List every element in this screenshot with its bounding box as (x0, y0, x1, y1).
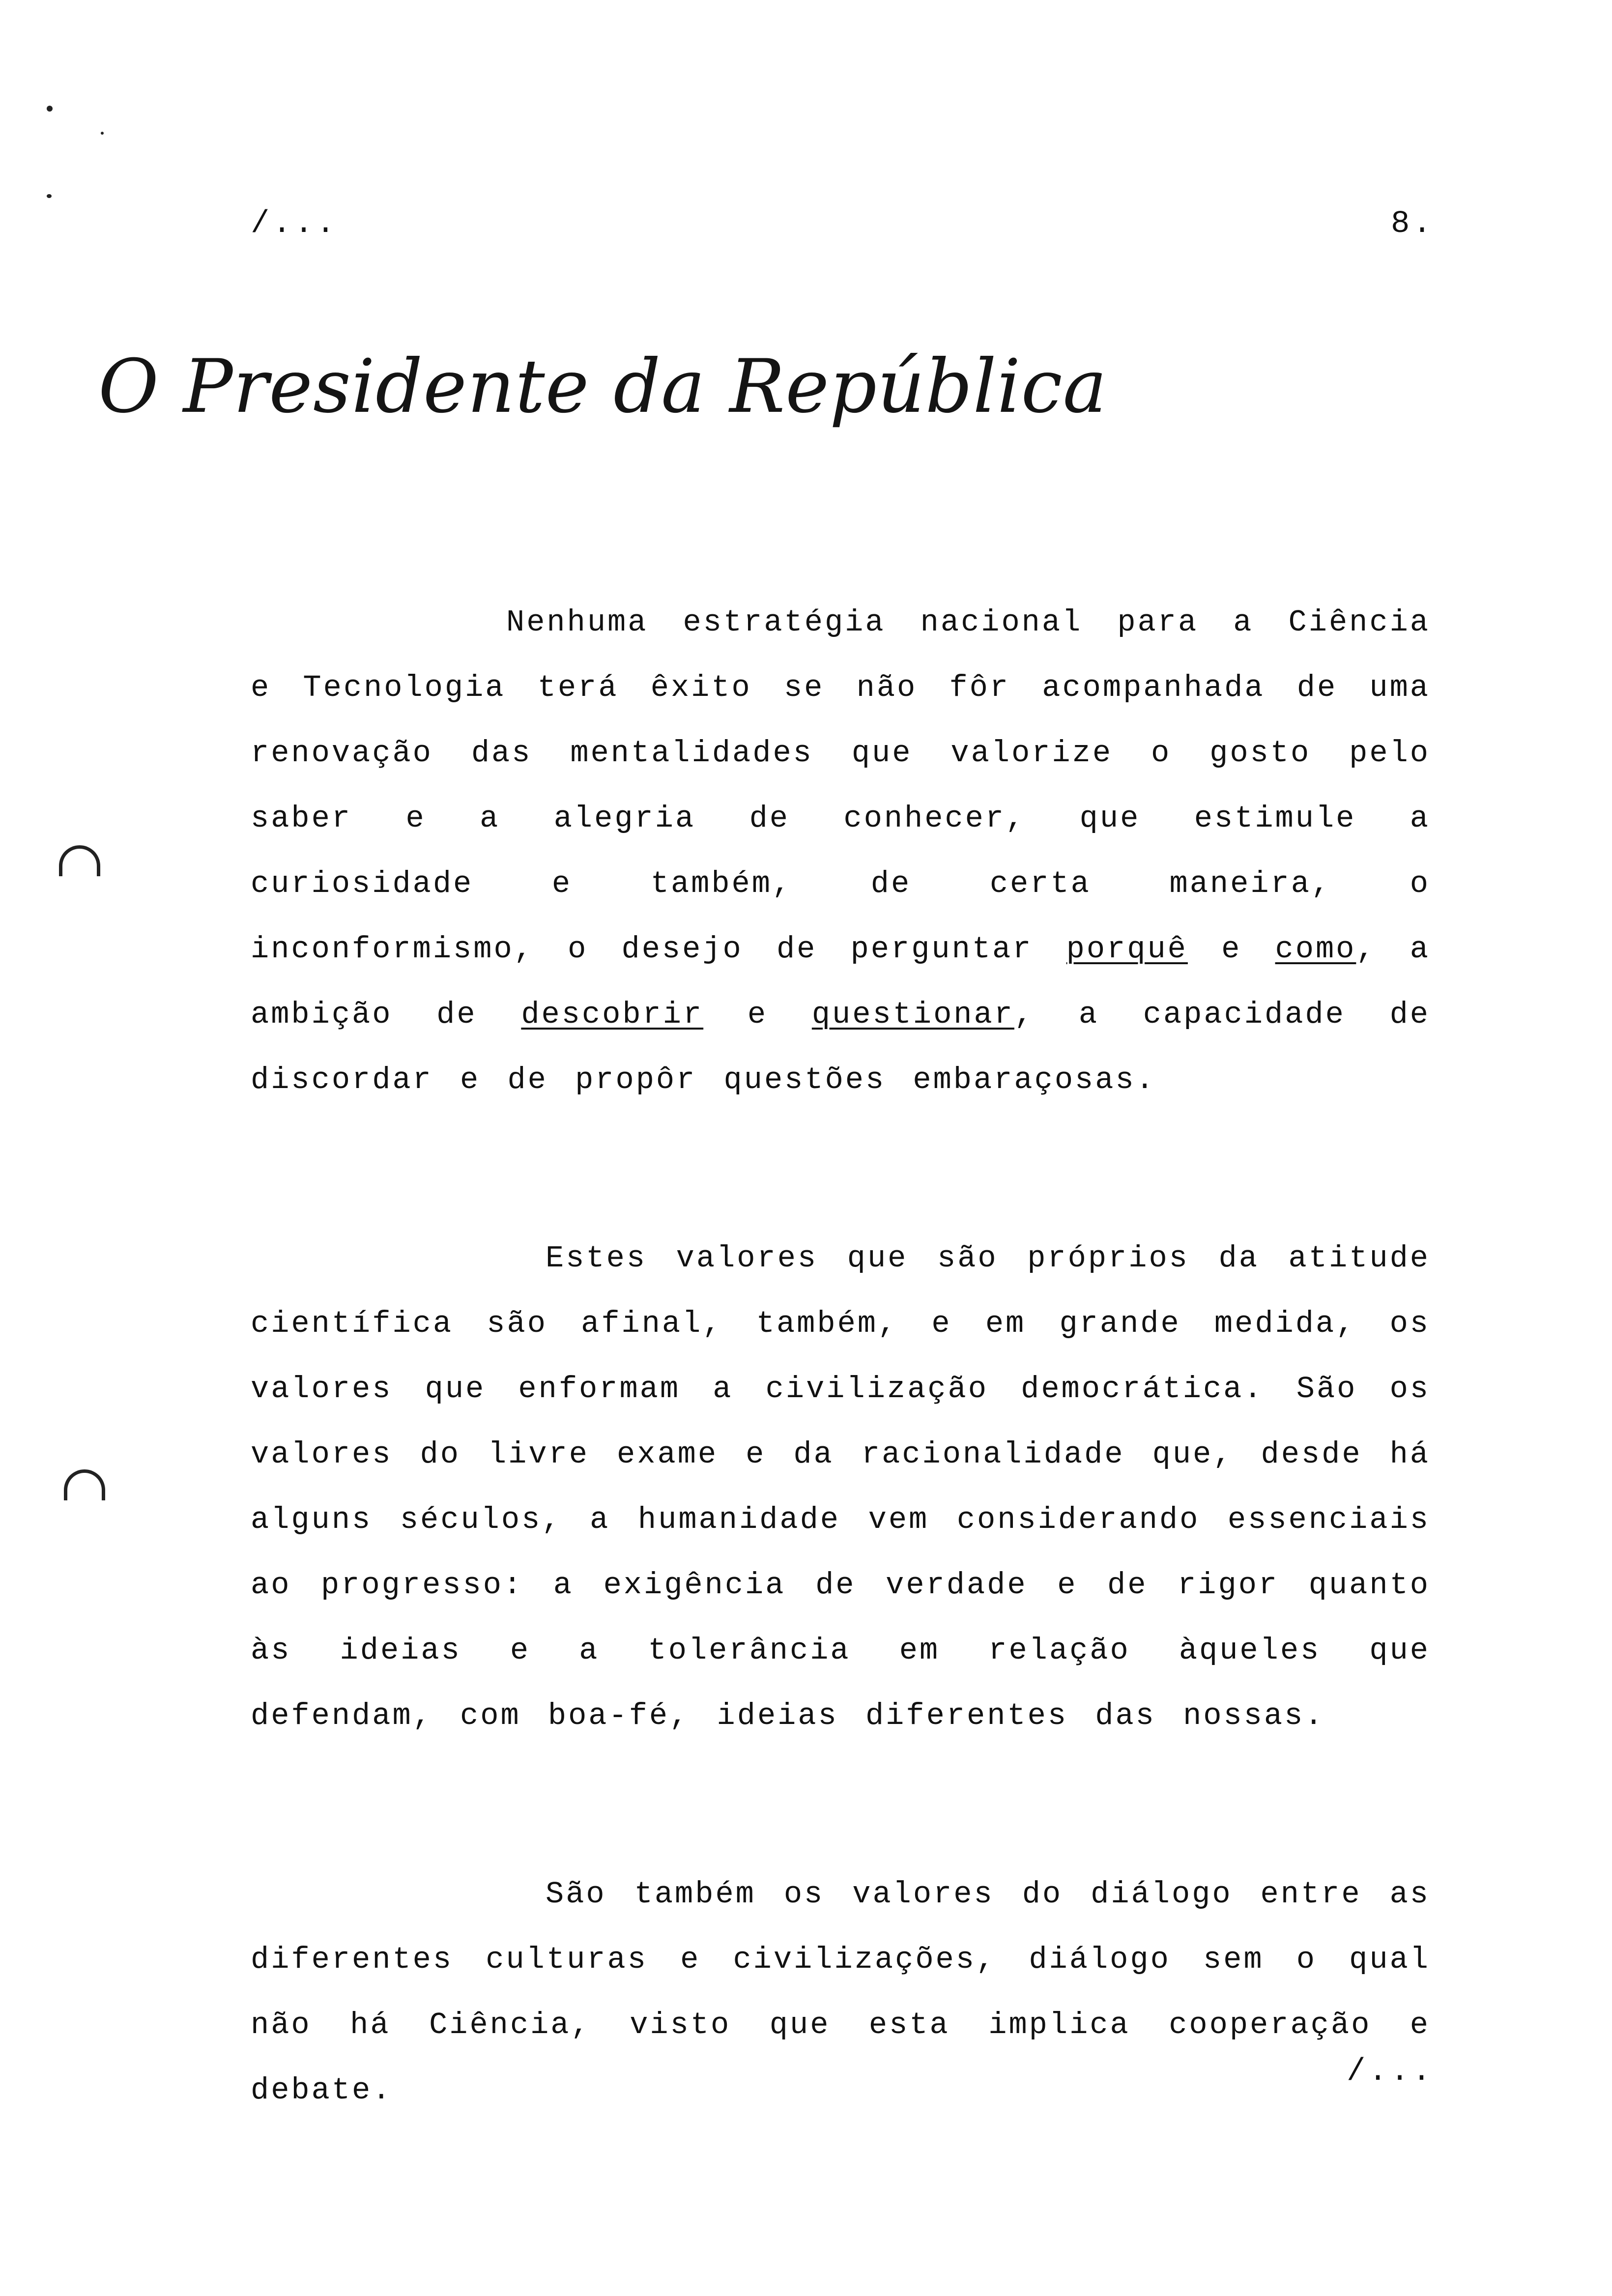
continuation-marker-bottom: /... (1347, 2054, 1434, 2090)
margin-dot (47, 106, 53, 112)
margin-dot (101, 132, 104, 135)
underlined-word: porquê (1066, 932, 1188, 967)
paragraph-text: Nenhuma estratégia nacional para a Ciência e Tecnologia terá êxito se não fôr acompanhada de uma renovação das mentalidades que valorize o gosto pelo saber e a alegria de conhecer, que estimule a curiosidade e também, de certa maneira, o inconformismo, o desejo de perguntar (251, 605, 1430, 967)
underlined-word: descobrir (521, 997, 704, 1032)
continuation-marker-top: /... (251, 206, 338, 242)
letter-body (251, 590, 1430, 2123)
page-number: 8. (1391, 206, 1435, 242)
punch-hole-mark (59, 845, 100, 876)
paragraph-text: São também os valores do diálogo entre as diferentes culturas e civilizações, diálogo sem o qual não há Ciência, visto que esta implica cooperação e debate. (251, 1877, 1430, 2108)
letterhead-title: O Presidente da República (98, 344, 1108, 430)
punch-hole-mark (64, 1469, 105, 1500)
paragraph-text: e (1187, 932, 1275, 967)
paragraph-text: , a ambição de (251, 932, 1430, 1032)
paragraph-text: e (703, 997, 812, 1032)
paragraph-text: , a capacidade de discordar e de propôr questões embaraçosas. (251, 997, 1430, 1097)
paragraph-text: Estes valores que são próprios da atitude científica são afinal, também, e em grande medida, os valores que enformam a civilização democrática. São os valores do livre exame e da racionalidade que, desde há alguns séculos, a humanidade vem considerando essenciais ao progresso: a exigência de verdade e de rigor quanto às ideias e a tolerância em relação àqueles que defendam, com boa-fé, ideias diferentes das nossas. (251, 1241, 1430, 1733)
underlined-word: questionar (811, 997, 1014, 1032)
paragraph-3 (251, 1862, 1430, 2123)
underlined-word: como (1275, 932, 1356, 967)
paragraph-1 (251, 590, 1430, 1113)
margin-dot (47, 194, 52, 198)
paragraph-2 (251, 1226, 1430, 1749)
